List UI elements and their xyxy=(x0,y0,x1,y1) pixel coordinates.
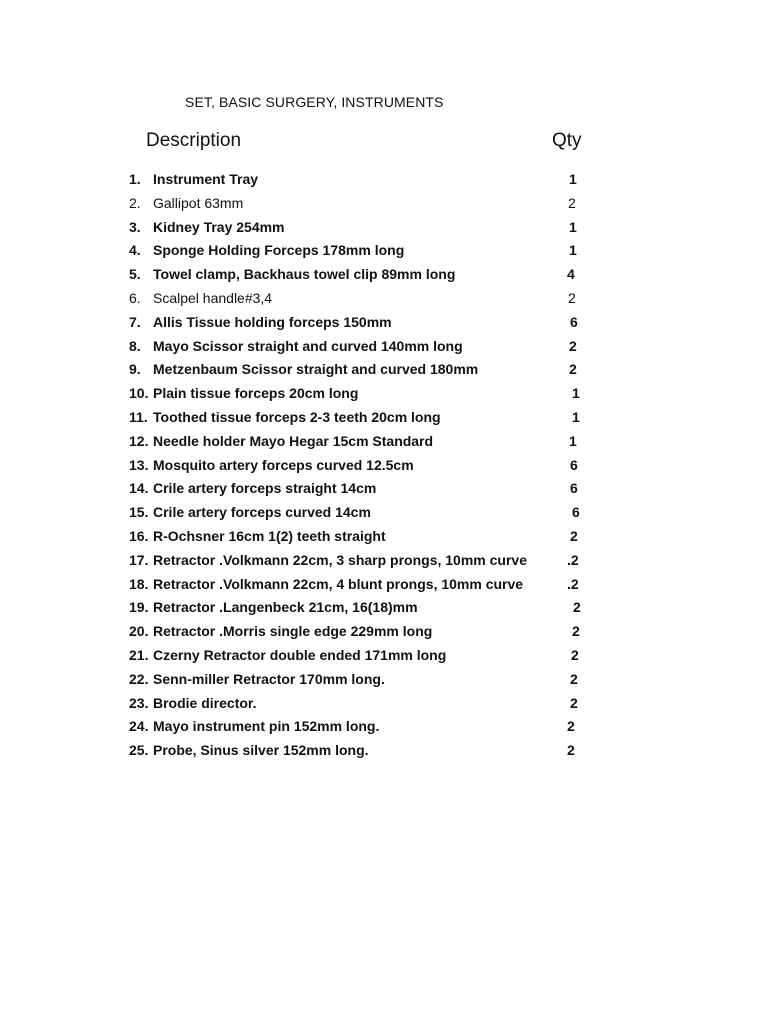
item-description: Brodie director. xyxy=(153,694,257,711)
item-description: Probe, Sinus silver 152mm long. xyxy=(153,742,369,759)
list-item xyxy=(0,477,768,501)
item-number: 20. xyxy=(129,623,149,640)
item-qty: 1 xyxy=(572,385,580,402)
item-description: Instrument Tray xyxy=(153,171,259,187)
item-description: Metzenbaum Scissor straight and curved 180mm xyxy=(153,361,479,378)
item-description: Needle holder Mayo Hegar 15cm Standard xyxy=(153,432,434,449)
list-item xyxy=(0,573,768,597)
item-qty: 2 xyxy=(569,337,577,354)
item-number: 14. xyxy=(129,480,149,497)
item-qty: 6 xyxy=(572,504,580,521)
item-number: 4. xyxy=(129,242,141,259)
item-description: Senn-miller Retractor 170mm long. xyxy=(153,670,385,687)
list-item xyxy=(0,358,768,382)
item-number: 6. xyxy=(129,289,141,306)
list-item xyxy=(0,335,768,359)
list-item xyxy=(0,715,768,739)
list-item xyxy=(0,216,768,240)
list-item xyxy=(0,620,768,644)
list-item xyxy=(0,501,768,525)
item-number: 13. xyxy=(129,456,149,473)
item-description: Retractor .Volkmann 22cm, 3 sharp prongs, 10mm curve xyxy=(153,551,527,568)
qty-column-header: Qty xyxy=(552,130,582,151)
item-qty: 1 xyxy=(569,171,577,187)
list-item xyxy=(0,311,768,335)
item-description: Toothed tissue forceps 2-3 teeth 20cm long xyxy=(153,408,441,425)
item-qty: 2 xyxy=(570,694,578,711)
item-number: 18. xyxy=(129,575,149,592)
item-description: Sponge Holding Forceps 178mm long xyxy=(153,242,405,259)
item-description: Gallipot 63mm xyxy=(153,194,244,211)
item-number: 17. xyxy=(129,551,149,568)
item-qty: 2 xyxy=(572,623,580,640)
list-item xyxy=(0,239,768,263)
item-description: Scalpel handle#3,4 xyxy=(153,289,273,306)
item-description: Crile artery forceps straight 14cm xyxy=(153,480,377,497)
list-item xyxy=(0,382,768,406)
item-qty: 2 xyxy=(570,527,578,544)
item-description: Plain tissue forceps 20cm long xyxy=(153,385,359,402)
item-number: 8. xyxy=(129,337,141,354)
item-number: 23. xyxy=(129,694,149,711)
list-item xyxy=(0,644,768,668)
item-qty: .2 xyxy=(567,575,579,592)
item-description: Retractor .Langenbeck 21cm, 16(18)mm xyxy=(153,599,418,616)
item-number: 7. xyxy=(129,313,141,330)
item-description: Towel clamp, Backhaus towel clip 89mm long xyxy=(153,266,456,283)
item-number: 15. xyxy=(129,504,149,521)
item-description: Czerny Retractor double ended 171mm long xyxy=(153,646,447,663)
item-description: Kidney Tray 254mm xyxy=(153,218,285,235)
item-description: Retractor .Morris single edge 229mm long xyxy=(153,623,433,640)
list-item xyxy=(0,406,768,430)
item-qty: 6 xyxy=(570,480,578,497)
item-number: 10. xyxy=(129,385,149,402)
list-item xyxy=(0,430,768,454)
item-number: 9. xyxy=(129,361,141,378)
item-qty: .2 xyxy=(567,551,579,568)
item-number: 19. xyxy=(129,599,149,616)
item-qty: 2 xyxy=(573,599,581,616)
item-number: 25. xyxy=(129,742,149,759)
item-number: 24. xyxy=(129,718,149,735)
list-item xyxy=(0,549,768,573)
item-qty: 2 xyxy=(568,194,576,211)
item-description: R-Ochsner 16cm 1(2) teeth straight xyxy=(153,527,386,544)
item-number: 3. xyxy=(129,218,141,235)
list-item xyxy=(0,739,768,763)
instrument-list xyxy=(0,168,768,763)
item-qty: 6 xyxy=(570,456,578,473)
list-item xyxy=(0,596,768,620)
list-item xyxy=(0,287,768,311)
item-number: 16. xyxy=(129,527,149,544)
item-number: 11. xyxy=(129,408,148,425)
item-description: Retractor .Volkmann 22cm, 4 blunt prongs, 10mm curve xyxy=(153,575,524,592)
item-number: 12. xyxy=(129,432,149,449)
list-item xyxy=(0,263,768,287)
item-number: 1. xyxy=(129,171,141,187)
item-number: 22. xyxy=(129,670,149,687)
item-qty: 2 xyxy=(568,289,576,306)
item-description: Allis Tissue holding forceps 150mm xyxy=(153,313,392,330)
item-number: 5. xyxy=(129,266,141,283)
item-description: Mayo Scissor straight and curved 140mm long xyxy=(153,337,463,354)
item-qty: 2 xyxy=(569,361,577,378)
item-qty: 2 xyxy=(567,742,575,759)
item-qty: 4 xyxy=(567,266,575,283)
document-title: SET, BASIC SURGERY, INSTRUMENTS xyxy=(185,94,444,110)
item-qty: 1 xyxy=(569,432,577,449)
item-qty: 1 xyxy=(569,242,577,259)
item-qty: 2 xyxy=(571,646,579,663)
item-qty: 1 xyxy=(572,408,580,425)
list-item xyxy=(0,454,768,478)
list-item xyxy=(0,192,768,216)
list-item xyxy=(0,668,768,692)
item-number: 2. xyxy=(129,194,141,211)
item-description: Crile artery forceps curved 14cm xyxy=(153,504,371,521)
list-item xyxy=(0,168,768,192)
description-column-header: Description xyxy=(146,130,242,151)
list-item xyxy=(0,692,768,716)
list-item xyxy=(0,525,768,549)
item-qty: 2 xyxy=(570,670,578,687)
item-qty: 2 xyxy=(567,718,575,735)
item-qty: 6 xyxy=(570,313,578,330)
item-description: Mayo instrument pin 152mm long. xyxy=(153,718,380,735)
item-qty: 1 xyxy=(569,218,577,235)
item-description: Mosquito artery forceps curved 12.5cm xyxy=(153,456,414,473)
item-number: 21. xyxy=(129,646,149,663)
